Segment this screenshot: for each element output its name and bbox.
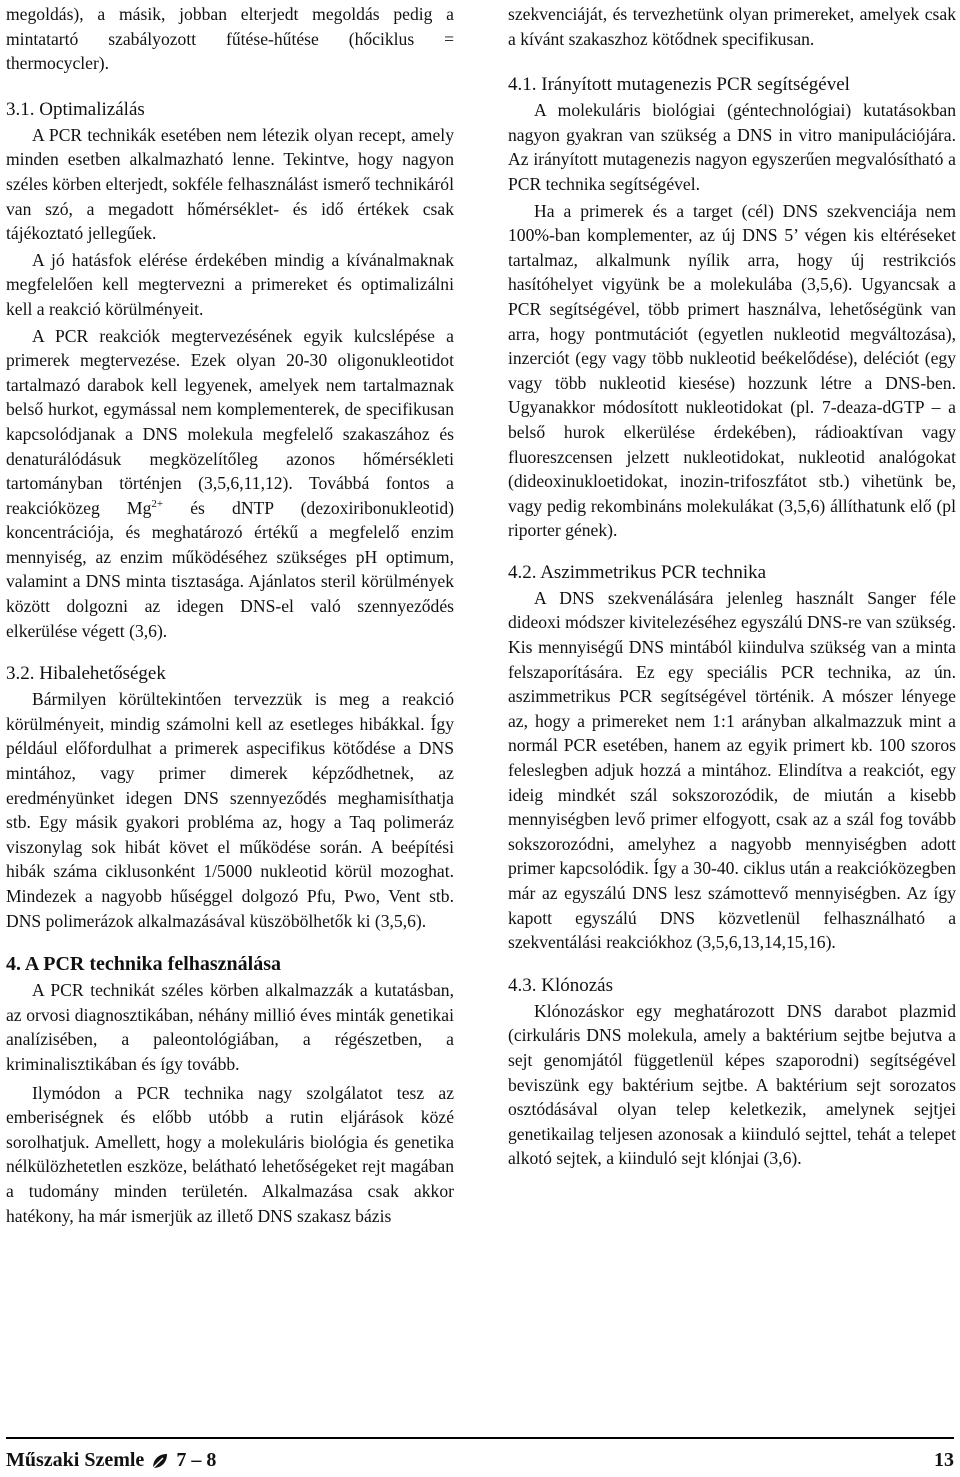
section-4-1-heading: 4.1. Irányított mutagenezis PCR segítségével (508, 74, 850, 96)
journal-title: Műszaki Szemle (6, 1449, 145, 1471)
section-4-2-heading: 4.2. Aszimmetrikus PCR technika (508, 561, 767, 583)
section-3-2-heading: 3.2. Hibalehetőségek (6, 663, 166, 685)
section-4-3-heading: 4.3. Klónozás (508, 974, 614, 996)
section-4-1-paragraph-1: A molekuláris biológiai (géntechnológiai) kutatásokban nagyon gyakran van szükség a DNS in vitro manipulációjára. Az irányított mutagenezis nagyon egyszerűen megvalósítható a PCR technika segítségével. (508, 100, 956, 194)
leaf-icon (150, 1451, 170, 1471)
section-3-1-paragraph-3-part-a: A PCR reakciók megtervezésének egyik kulcslépése a primerek megtervezése. Ezek olyan 20-30 oligonukleotidot tartalmazó darabok kell legyenek, amelyek nem tartalmaznak belső hurkot, egymással nem komplementerek, de specifikusan kapcsolódjanak a DNS molekula megfelelő szakaszához és denaturálódásuk megközelítőleg azonos hőmérsékleti tartományban történjen (3,5,6,11,12). Továbbá fontos a reakcióközeg Mg (6, 325, 454, 518)
section-3-2-paragraph-1: Bármilyen körültekintően tervezzük is meg a reakció körülményeit, mindig számolni kell az esetleges hibákkal. Így például előfordulhat a primerek aspecifikus kötődése a DNS mintához, vagy primer dimerek képződhetnek, az eredményünket idegen DNS szennyeződés meghamisíthatja stb. Egy másik gyakori probléma az, hogy a Taq polimeráz viszonylag sok hibát követ el működése során. A beépítési hibák száma ciklusonként 1/5000 nukleotid körül mozoghat. Mindezek a nagyobb hűséggel dolgozó Pfu, Pwo, Vent stb. DNS polimerázok alkalmazásával küszöbölhetők ki (3,5,6). (6, 689, 454, 931)
right-intro-paragraph: szekvenciáját, és tervezhetünk olyan primereket, amelyek csak a kívánt szakaszhoz kötődnek specifikusan. (508, 4, 956, 49)
page-number: 13 (934, 1449, 954, 1471)
section-3-1-paragraph-3-part-b: és dNTP (dezoxiribonukleotid) koncentrációja, és meghatározó értékű a megfelelő enzim mennyiség, az enzim működéséhez szükséges pH optimum, valamint a DNS minta tisztasága. Ajánlatos steril körülmények között dolgozni az idegen DNS-el való szennyeződés elkerülése végett (3,6). (6, 497, 454, 641)
section-3-1-paragraph-1: A PCR technikák esetében nem létezik olyan recept, amely minden esetben alkalmazható lenne. Tekintve, hogy nagyon széles körben elterjedt, sokféle felhasználást ismerő technikáról van szó, a megadott hőmérséklet- és idő értékek csak tájékoztató jellegűek. (6, 124, 454, 244)
right-column (508, 0, 956, 1171)
section-4-paragraph-2: Ilymódon a PCR technika nagy szolgálatot tesz az emberiségnek és előbb utóbb a rutin eljárások közé sorolhatjuk. Amellett, hogy a molekuláris biológia és genetika nélkülözhetetlen eszköze, belátható lehetőségeket rejt magában a tudomány minden területén. Alkalmazása csak akkor hatékony, ha már ismerjük az illető DNS szakasz bázis (6, 1082, 454, 1226)
section-4-heading: 4. A PCR technika felhasználása (6, 953, 282, 976)
section-4-3-paragraph-1: Klónozáskor egy meghatározott DNS darabot plazmid (cirkuláris DNS molekula, amely a baktérium sejtbe bejutva a sejt genomjától függetlenül képes szaporodni) segítségével beviszünk egy baktérium sejtbe. A baktérium sejt sorozatos osztódásával olyan telep keletkezik, amelynek sejtjei genetikailag teljesen azonosak a kiinduló sejttel, tehát a telepet alkotó sejtek, a kiinduló sejt klónjai (3,6). (508, 1000, 956, 1169)
footer-journal-info (6, 1449, 216, 1472)
section-4-1-paragraph-2: Ha a primerek és a target (cél) DNS szekvenciája nem 100%-ban komplementer, az új DNS 5’ végen kis eltéréseket tartalmaz, alkalmunk nyílik arra, hogy új restrikciós hasítóhelyet vigyünk be a molekulába (3,5,6). Ugyancsak a PCR segítségével, több primert használva, lehetőségünk van arra, hogy pontmutációt (egyetlen nukleotid megváltozása), inzerciót (egy vagy több nukleotid beékelődése), deléciót (egy vagy több nukleotid kiesése) hozzunk létre a DNS-ben. Ugyanakkor módosított nukleotidokat (pl. 7-deaza-dGTP – a belső hurok elkerülése érdekében), rádioaktívan vagy fluoreszcensen jelzett nukleotidokat, nukleotid analógokat (dideoxinukloetidokat, inozin-trifoszfátot stb.) vihetünk be, vagy pedig rekombináns molekulákat (3,5,6) állíthatunk elő (pl riporter gének). (508, 200, 956, 541)
section-4-paragraph-1: A PCR technikát széles körben alkalmazzák a kutatásban, az orvosi diagnosztikában, néhány millió éves minták genetikai analízisében, a paleontológiában, a régészetben, a kriminalisztikában és így tovább. (6, 980, 454, 1074)
section-3-1-paragraph-2: A jó hatásfok elérése érdekében mindig a kívánalmaknak megfelelően kell megtervezni a primereket és optimalizálni kell a reakció körülményeit. (6, 249, 454, 319)
section-3-1-heading: 3.1. Optimalizálás (6, 98, 145, 120)
section-3-1-paragraph-3 (6, 324, 454, 644)
section-4-2-paragraph-1: A DNS szekvenálására jelenleg használt Sanger féle dideoxi módszer kivitelezéséhez egyszálú DNS-re van szükség. Kis mennyiségű DNS mintából kiindulva szükség van a minta felszaporítására. Ez egy speciális PCR technika, az ún. aszimmetrikus PCR segítségével történik. A mószer lényege az, hogy a primereket nem 1:1 arányban alkalmazzuk mint a normál PCR esetében, hanem az egyik primert kb. 100 szoros feleslegben adjuk hozzá a mintához. Elindítva a reakciót, egy ideig mindkét szál sokszorozódik, de miután a kisebb mennyiségben levő primer elfogyott, csak az a szál fog tovább sokszorozódni, amelyhez a nagyobb mennyiségben adott primer kapcsolódik. Így a 30-40. ciklus után a reakcióközegben már az egyszálú DNS lesz számottevő mennyiségben. Az így kapott egyszálú DNS közvetlenül felhasználható a szekventálási reakciókhoz (3,5,6,13,14,15,16). (508, 587, 956, 953)
page-footer (6, 1449, 954, 1477)
leaf-icon-svg (150, 1451, 170, 1471)
left-column (6, 0, 454, 1228)
issue-number: 7 – 8 (176, 1449, 217, 1471)
left-intro-paragraph: megoldás), a másik, jobban elterjedt megoldás pedig a mintatartó szabályozott fűtése-hűtése (hőciklus = thermocycler). (6, 4, 454, 74)
footer-divider (6, 1437, 954, 1439)
mg-superscript: 2+ (151, 497, 164, 510)
